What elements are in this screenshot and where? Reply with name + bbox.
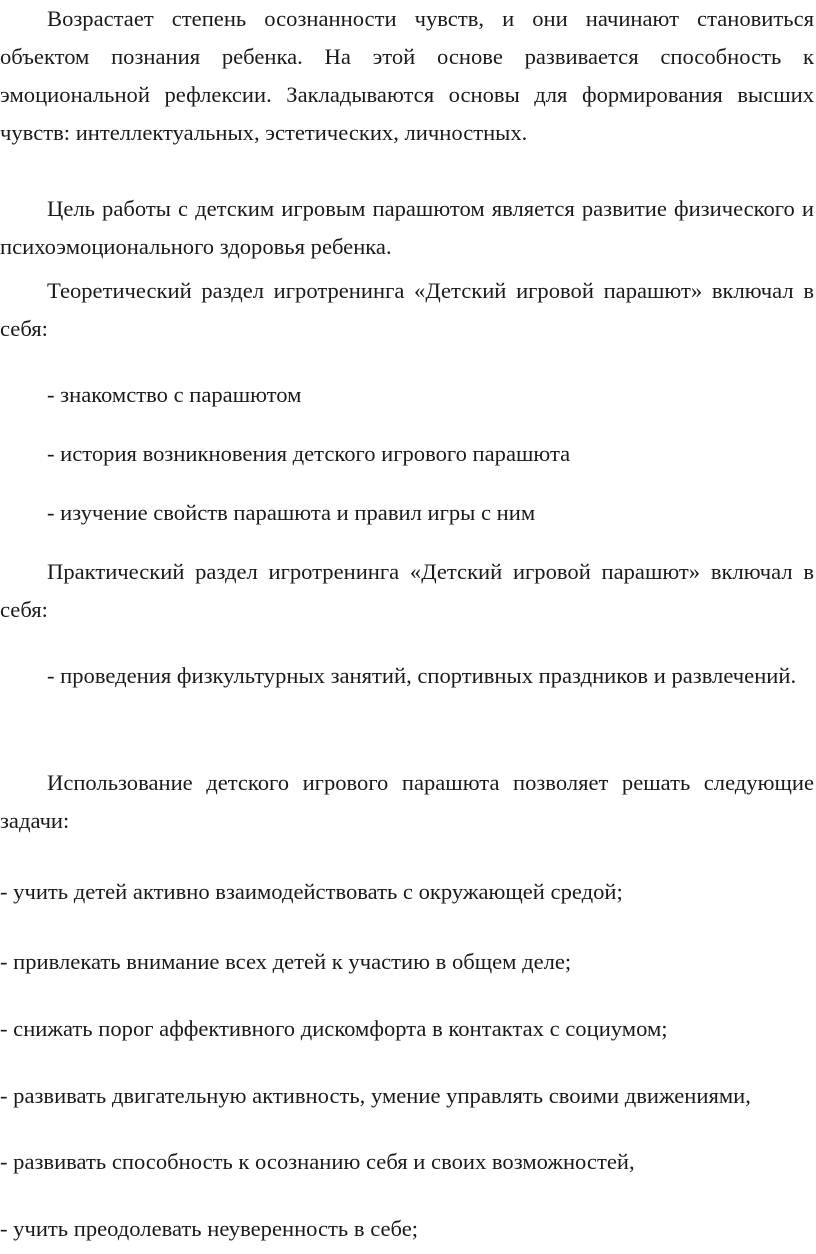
list-item: - развивать двигательную активность, умение управлять своими движениями, (0, 1083, 751, 1108)
list-item: - знакомство с парашютом (47, 382, 302, 407)
list-item: - учить преодолевать неуверенность в себе; (0, 1216, 419, 1241)
list-item: - изучение свойств парашюта и правил игры с ним (47, 500, 536, 525)
paragraph-theoretical-section: Теоретический раздел игротренинга «Детский игровой парашют» включал в себя: (0, 278, 814, 341)
paragraph-emotional-awareness: Возрастает степень осознанности чувств, и они начинают становиться объектом познания ребенка. На этой основе развивается способность к эмоциональной рефлексии. Закладываются основы для формирования высших чувств: интеллектуальных, эстетических, личностных. (0, 6, 814, 145)
list-item: - снижать порог аффективного дискомфорта в контактах с социумом; (0, 1016, 668, 1041)
list-item: - проведения физкультурных занятий, спортивных праздников и развлечений. (47, 663, 797, 688)
paragraph-work-goal: Цель работы с детским игровым парашютом является развитие физического и психоэмоционального здоровья ребенка. (0, 196, 814, 259)
list-item: - история возникновения детского игрового парашюта (47, 441, 571, 466)
list-item: - привлекать внимание всех детей к участию в общем деле; (0, 949, 572, 974)
list-item: - учить детей активно взаимодействовать с окружающей средой; (0, 879, 623, 904)
paragraph-tasks-intro: Использование детского игрового парашюта позволяет решать следующие задачи: (0, 770, 814, 833)
list-item: - развивать способность к осознанию себя и своих возможностей, (0, 1149, 635, 1174)
paragraph-practical-section: Практический раздел игротренинга «Детский игровой парашют» включал в себя: (0, 559, 814, 622)
